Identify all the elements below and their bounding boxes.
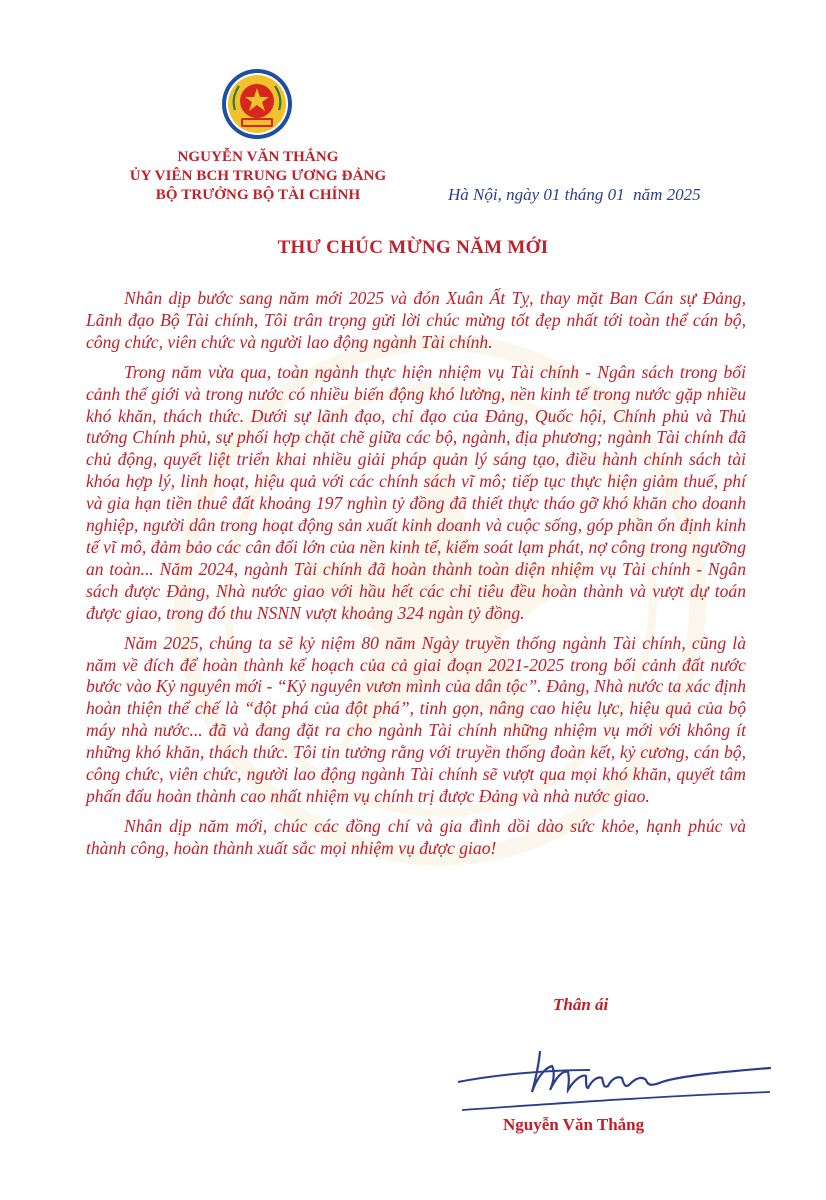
closing-salutation: Thân ái — [553, 995, 609, 1014]
ministry-seal-icon — [221, 68, 293, 140]
signer-name: Nguyễn Văn Thắng — [503, 1115, 645, 1134]
author-position-minister: BỘ TRƯỞNG BỘ TÀI CHÍNH — [155, 187, 361, 203]
author-name: NGUYỄN VĂN THẮNG — [177, 149, 339, 165]
author-position-party: ỦY VIÊN BCH TRUNG ƯƠNG ĐẢNG — [129, 168, 387, 184]
author-block — [108, 148, 408, 205]
paragraph: Năm 2025, chúng ta sẽ kỷ niệm 80 năm Ngày truyền thống ngành Tài chính, cũng là năm về đích để hoàn thành kế hoạch của cả giai đoạn 2021-2025 trong bối cảnh đất nước bước vào Kỷ nguyên mới - “Kỷ nguyên vươn mình của dân tộc”. Đảng, Nhà nước ta xác định hoàn thiện thể chế là “đột phá của đột phá”, tinh gọn, nâng cao hiệu lực, hiệu quả của bộ máy nhà nước... đã và đang đặt ra cho ngành Tài chính những nhiệm vụ mới với không ít những khó khăn, thách thức. Tôi tin tưởng rằng với truyền thống đoàn kết, kỷ cương, cán bộ, công chức, viên chức, người lao động ngành Tài chính sẽ vượt qua mọi khó khăn, quyết tâm phấn đấu hoàn thành cao nhất nhiệm vụ chính trị được Đảng và nhà nước giao. — [86, 632, 746, 806]
date-month: tháng 01 — [564, 185, 625, 204]
handwritten-signature-icon — [440, 1030, 780, 1120]
letter-date — [448, 185, 748, 205]
date-place: Hà Nội, ngày — [448, 185, 540, 204]
date-day: 01 — [543, 185, 561, 204]
paragraph: Nhân dịp năm mới, chúc các đồng chí và gia đình dồi dào sức khỏe, hạnh phúc và thành công, hoàn thành xuất sắc mọi nhiệm vụ được giao! — [86, 815, 746, 858]
paragraph: Trong năm vừa qua, toàn ngành thực hiện nhiệm vụ Tài chính - Ngân sách trong bối cảnh thế giới và trong nước có nhiều biến động khó lường, nền kinh tế trong nước gặp nhiều khó khăn, thách thức. Dưới sự lãnh đạo, chỉ đạo của Đảng, Quốc hội, Chính phủ và Thủ tướng Chính phủ, sự phối hợp chặt chẽ giữa các bộ, ngành, địa phương; ngành Tài chính đã chủ động, quyết liệt triển khai nhiều giải pháp quản lý sáng tạo, điều hành chính sách tài khóa hợp lý, linh hoạt, hiệu quả với các chính sách vĩ mô; tiếp tục thực hiện giảm thuế, phí và gia hạn tiền thuê đất khoảng 197 nghìn tỷ đồng đã thiết thực tháo gỡ khó khăn cho doanh nghiệp, người dân trong hoạt động sản xuất kinh doanh và cuộc sống, góp phần ổn định kinh tế vĩ mô, đảm bảo các cân đối lớn của nền kinh tế, kiểm soát lạm phát, nợ công trong ngưỡng an toàn... Năm 2024, ngành Tài chính đã hoàn thành toàn diện nhiệm vụ Tài chính - Ngân sách được Đảng, Nhà nước giao với hầu hết các chỉ tiêu đều hoàn thành và vượt dự toán được giao, trong đó thu NSNN vượt khoảng 324 ngàn tỷ đồng. — [86, 361, 746, 623]
paragraph: Nhân dịp bước sang năm mới 2025 và đón Xuân Ất Tỵ, thay mặt Ban Cán sự Đảng, Lãnh đạo Bộ Tài chính, Tôi trân trọng gửi lời chúc mừng tốt đẹp nhất tới toàn thể cán bộ, công chức, viên chức và người lao động ngành Tài chính. — [86, 288, 746, 352]
letter-title: THƯ CHÚC MỪNG NĂM MỚI — [277, 237, 549, 258]
date-year: năm 2025 — [633, 185, 701, 204]
letter-body — [86, 288, 746, 868]
